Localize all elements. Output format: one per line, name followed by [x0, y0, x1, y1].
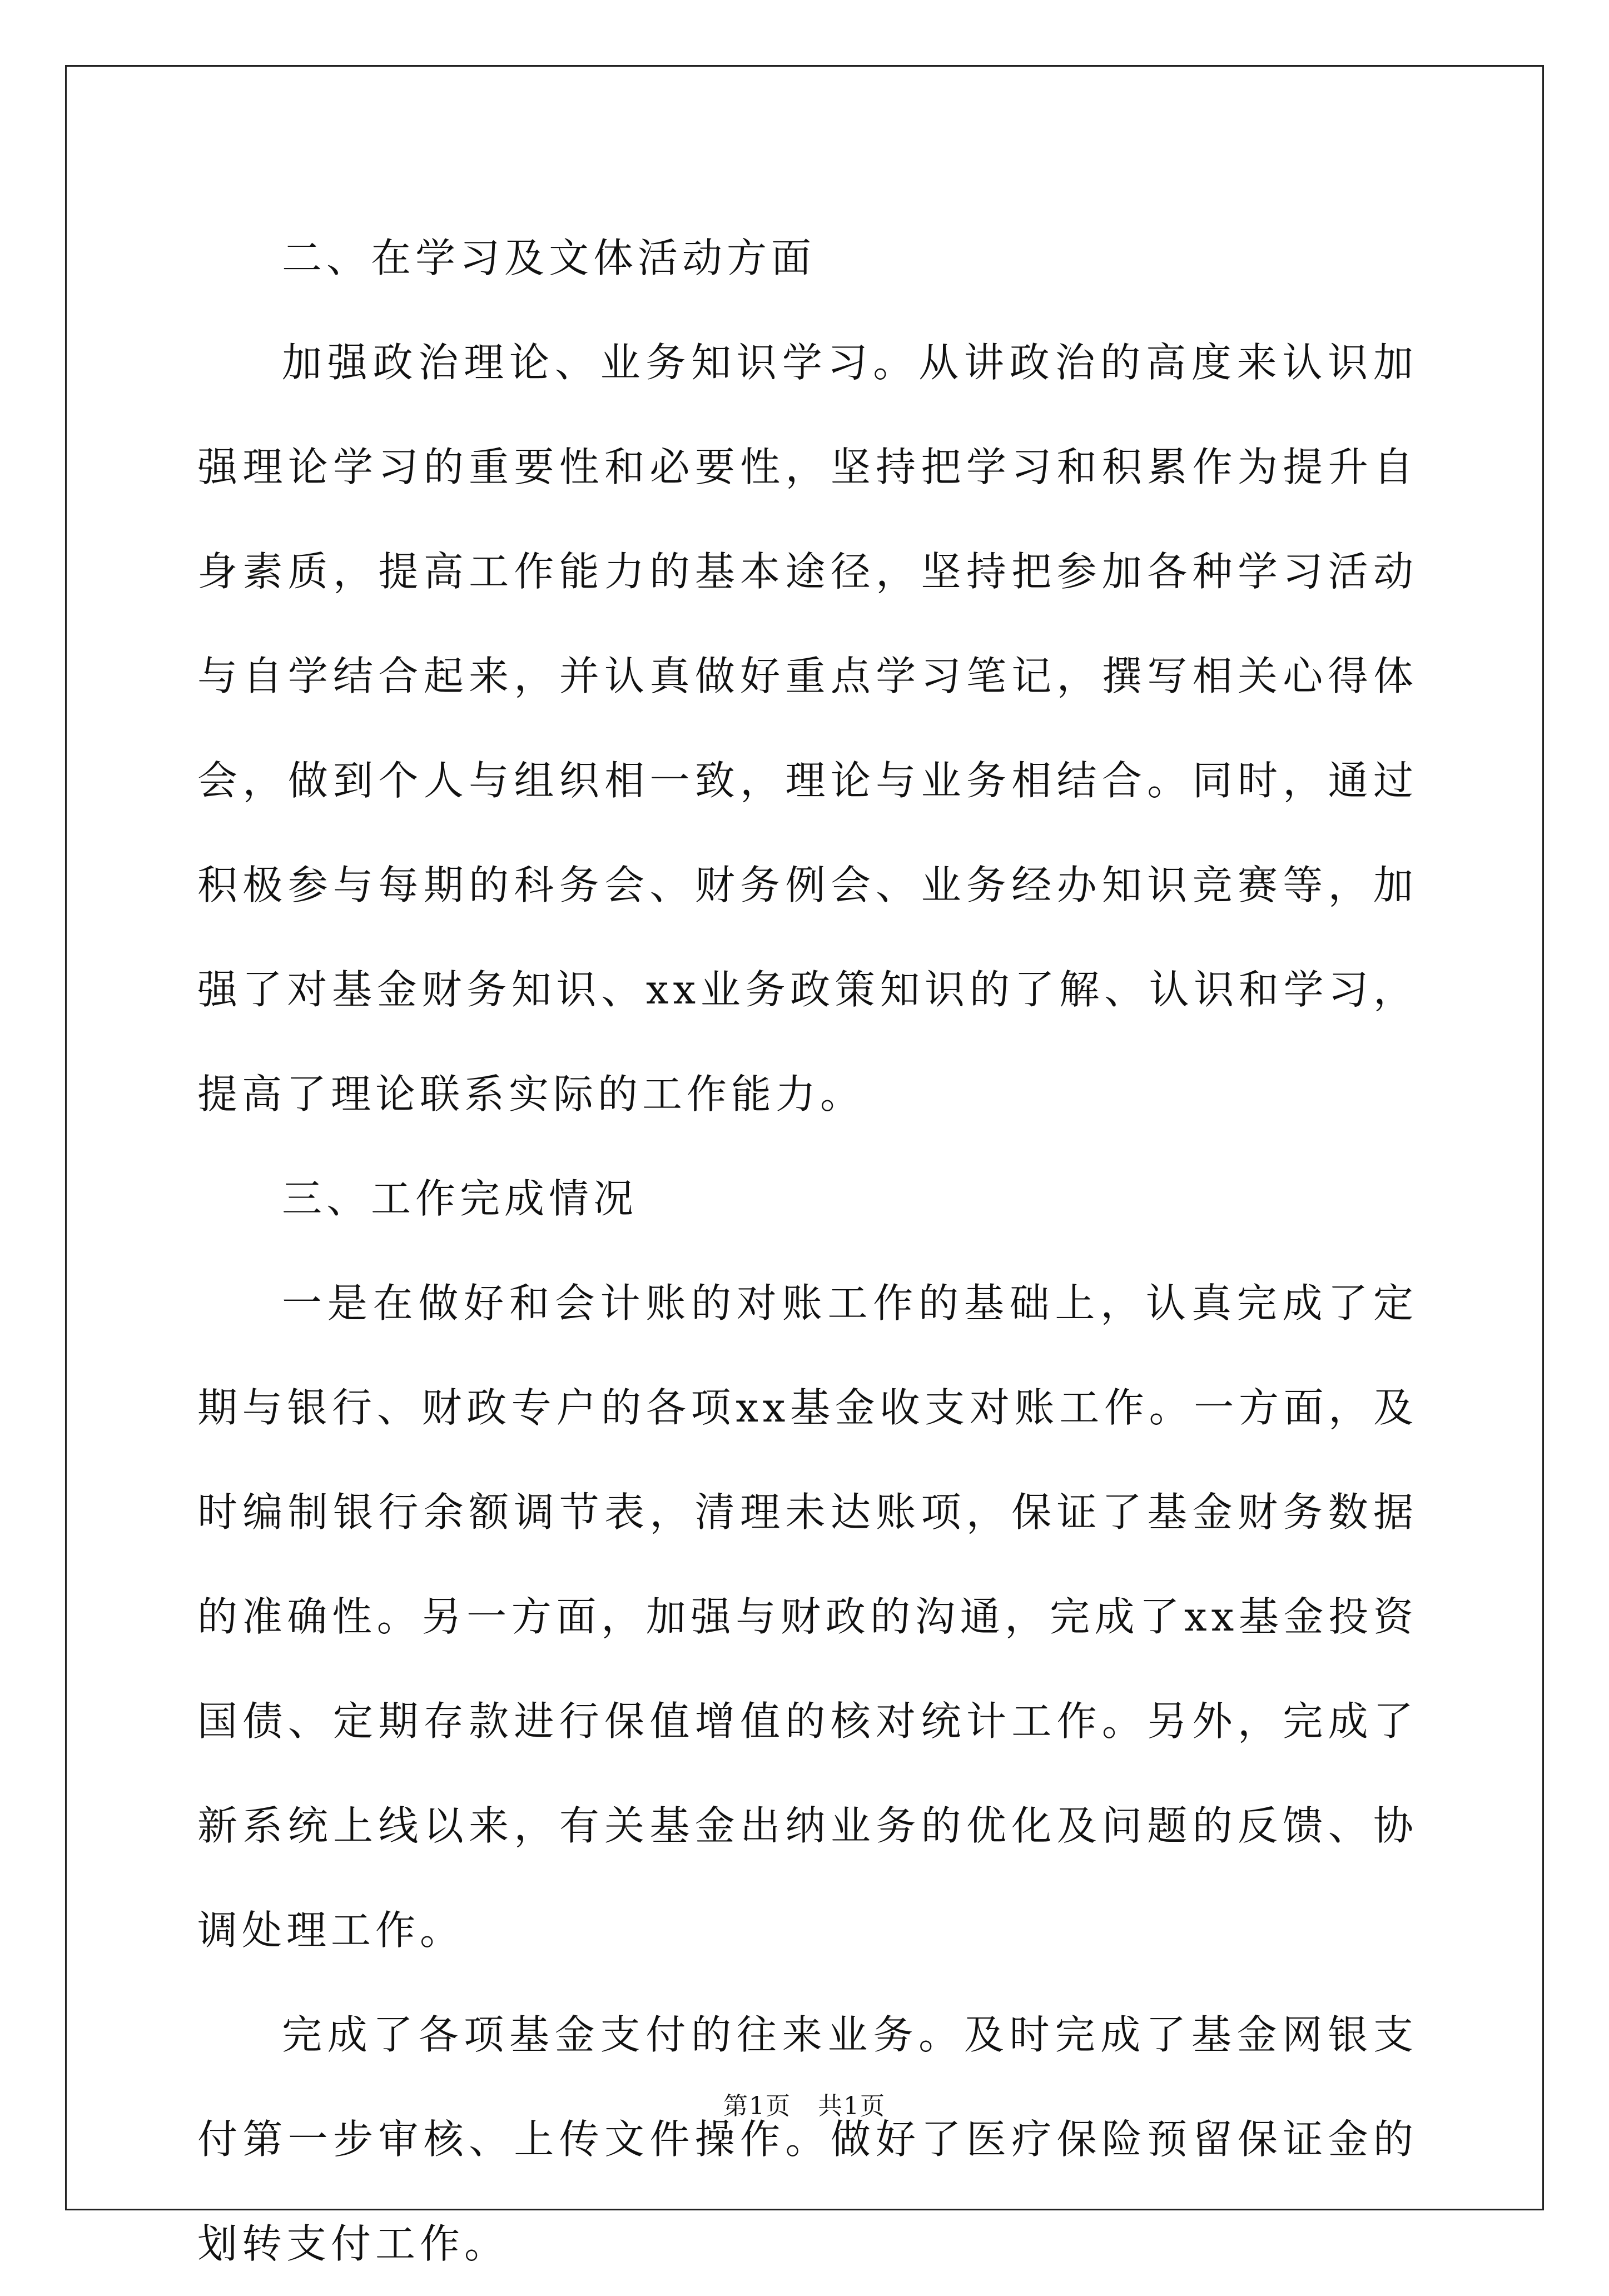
page-footer — [0, 2086, 1609, 2121]
page-total: 共1页 — [818, 2092, 886, 2120]
page-number: 第1页 — [723, 2092, 791, 2120]
section-heading-study: 二、在学习及文体活动方面 — [282, 235, 816, 281]
document-body — [197, 206, 1418, 2296]
section-heading-work: 三、工作完成情况 — [282, 1175, 638, 1222]
paragraph-study: 加强政治理论、业务知识学习。从讲政治的高度来认识加强理论学习的重要性和必要性，坚持把学习和积累作为提升自身素质，提高工作能力的基本途径，坚持把参加各种学习活动与自学结合起来，并认真做好重点学习笔记，撰写相关心得体会，做到个人与组织相一致，理论与业务相结合。同时，通过积极参与每期的科务会、财务例会、业务经办知识竞赛等，加强了对基金财务知识、xx业务政策知识的了解、认识和学习，提高了理论联系实际的工作能力。 — [197, 339, 1418, 1117]
paragraph-reconciliation: 一是在做好和会计账的对账工作的基础上，认真完成了定期与银行、财政专户的各项xx基金收支对账工作。一方面，及时编制银行余额调节表，清理未达账项，保证了基金财务数据的准确性。另一方面，加强与财政的沟通，完成了xx基金投资国债、定期存款进行保值增值的核对统计工作。另外，完成了新系统上线以来，有关基金出纳业务的优化及问题的反馈、协调处理工作。 — [197, 1280, 1418, 1954]
paragraph-payments: 完成了各项基金支付的往来业务。及时完成了基金网银支付第一步审核、上传文件操作。做好了医疗保险预留保证金的划转支付工作。 — [197, 2011, 1418, 2267]
